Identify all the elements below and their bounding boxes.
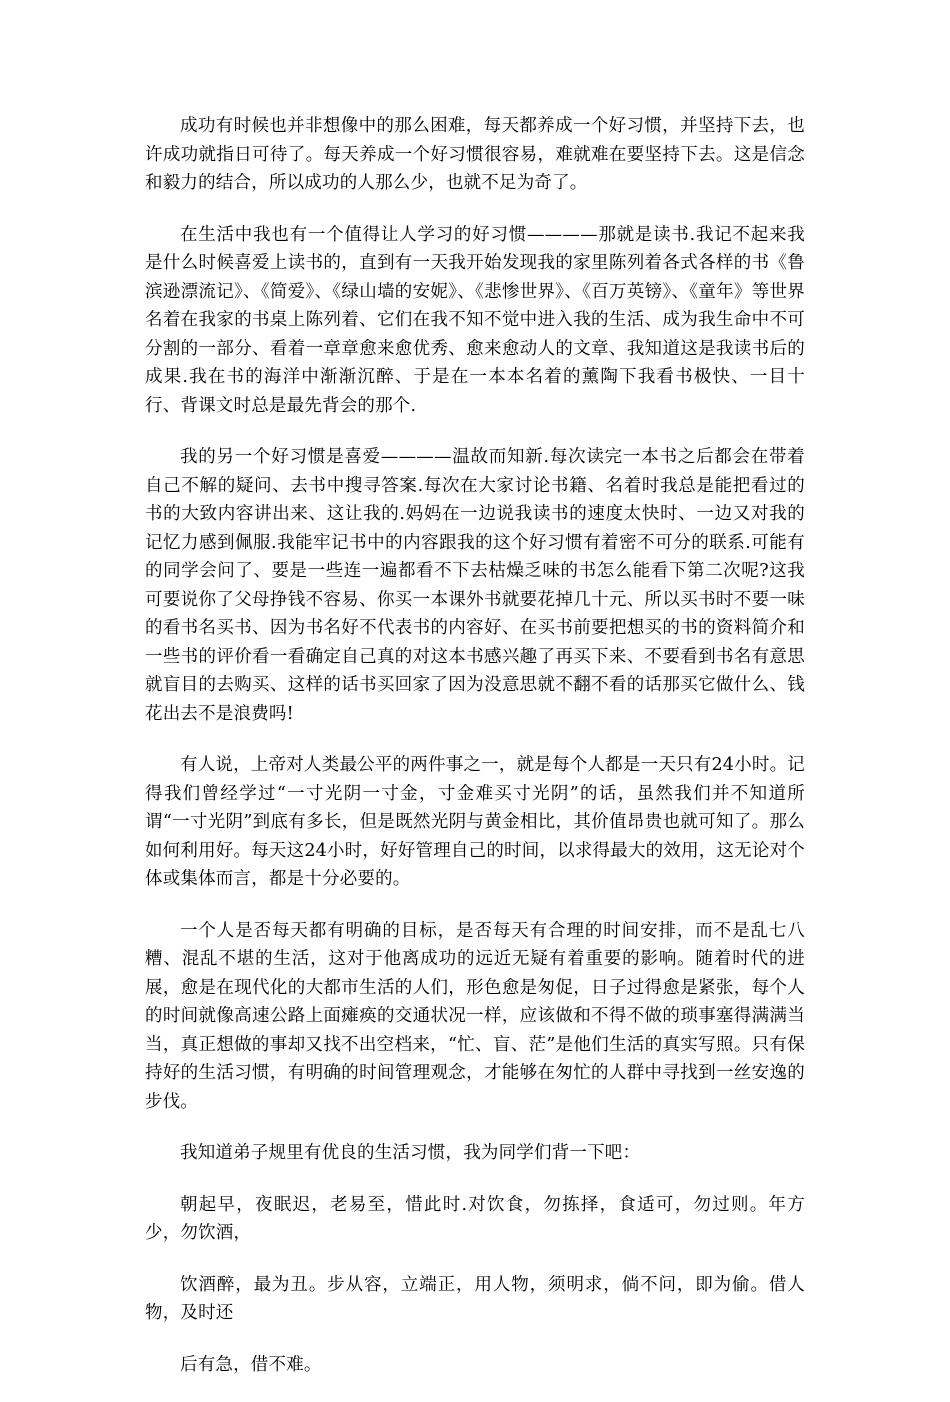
paragraph-6: 我知道弟子规里有优良的生活习惯，我为同学们背一下吧： [180, 1143, 641, 1163]
document-body [145, 112, 805, 1402]
paragraph-4: 有人说，上帝对人类最公平的两件事之一，就是每个人都是一天只有24小时。记得我们曾经学过“一寸光阴一寸金，寸金难买寸光阴”的话，虽然我们并不知道所谓“一寸光阴”到底有多长，但是既然光阴与黄金相比，其价值昂贵也就可知了。那么如何利用好。每天这24小时，好好管理自己的时间，以求得最大的效用，这无论对个体或集体而言，都是十分必要的。 [145, 755, 805, 889]
paragraph-7: 朝起早，夜眠迟，老易至，惜此时.对饮食，勿拣择，食适可，勿过则。年方少，勿饮酒， [145, 1194, 805, 1243]
paragraph-5: 一个人是否每天都有明确的目标，是否每天有合理的时间安排，而不是乱七八糟、混乱不堪的生活，这对于他离成功的远近无疑有着重要的影响。随着时代的进展，愈是在现代化的大都市生活的人们，形色愈是匆促，日子过得愈是紧张，每个人的时间就像高速公路上面瘫痪的交通状况一样，应该做和不得不做的琐事塞得满满当当，真正想做的事却又找不出空档来，“忙、盲、茫”是他们生活的真实写照。只有保持好的生活习惯，有明确的时间管理观念，才能够在匆忙的人群中寻找到一丝安逸的步伐。 [145, 920, 805, 1112]
paragraph-1: 成功有时候也并非想像中的那么困难，每天都养成一个好习惯，并坚持下去，也许成功就指日可待了。每天养成一个好习惯很容易，难就难在要坚持下去。这是信念和毅力的结合，所以成功的人那么少，也就不足为奇了。 [145, 116, 805, 193]
paragraph-3: 我的另一个好习惯是喜爱————温故而知新.每次读完一本书之后都会在带着自己不解的疑问、去书中搜寻答案.每次在大家讨论书籍、名着时我总是能把看过的书的大致内容讲出来、这让我的.妈妈在一边说我读书的速度太快时、一边又对我的记忆力感到佩服.我能牢记书中的内容跟我的这个好习惯有着密不可分的联系.可能有的同学会问了、要是一些连一遍都看不下去枯燥乏味的书怎么能看下第二次呢?这我可要说你了父母挣钱不容易、你买一本课外书就要花掉几十元、所以买书时不要一味的看书名买书、因为书名好不代表书的内容好、在买书前要把想买的书的资料简介和一些书的评价看一看确定自己真的对这本书感兴趣了再买下来、不要看到书名有意思就盲目的去购买、这样的话书买回家了因为没意思就不翻不看的话那买它做什么、钱花出去不是浪费吗! [145, 447, 805, 724]
paragraph-9: 后有急，借不难。 [180, 1354, 322, 1375]
paragraph-8: 饮酒醉，最为丑。步从容，立端正，用人物，须明求，倘不问，即为偷。借人物，及时还 [145, 1274, 805, 1323]
paragraph-2: 在生活中我也有一个值得让人学习的好习惯————那就是读书.我记不起来我是什么时候喜爱上读书的，直到有一天我开始发现我的家里陈列着各式各样的书《鲁滨逊漂流记》、《简爱》、《绿山墙的安妮》、《悲惨世界》、《百万英镑》、《童年》等世界名着在我家的书桌上陈列着、它们在我不知不觉中进入我的生活、成为我生命中不可分割的一部分、看着一章章愈来愈优秀、愈来愈动人的文章、我知道这是我读书后的成果.我在书的海洋中渐渐沉醉、于是在一本本名着的薰陶下我看书极快、一目十行、背课文时总是最先背会的那个. [145, 224, 805, 416]
